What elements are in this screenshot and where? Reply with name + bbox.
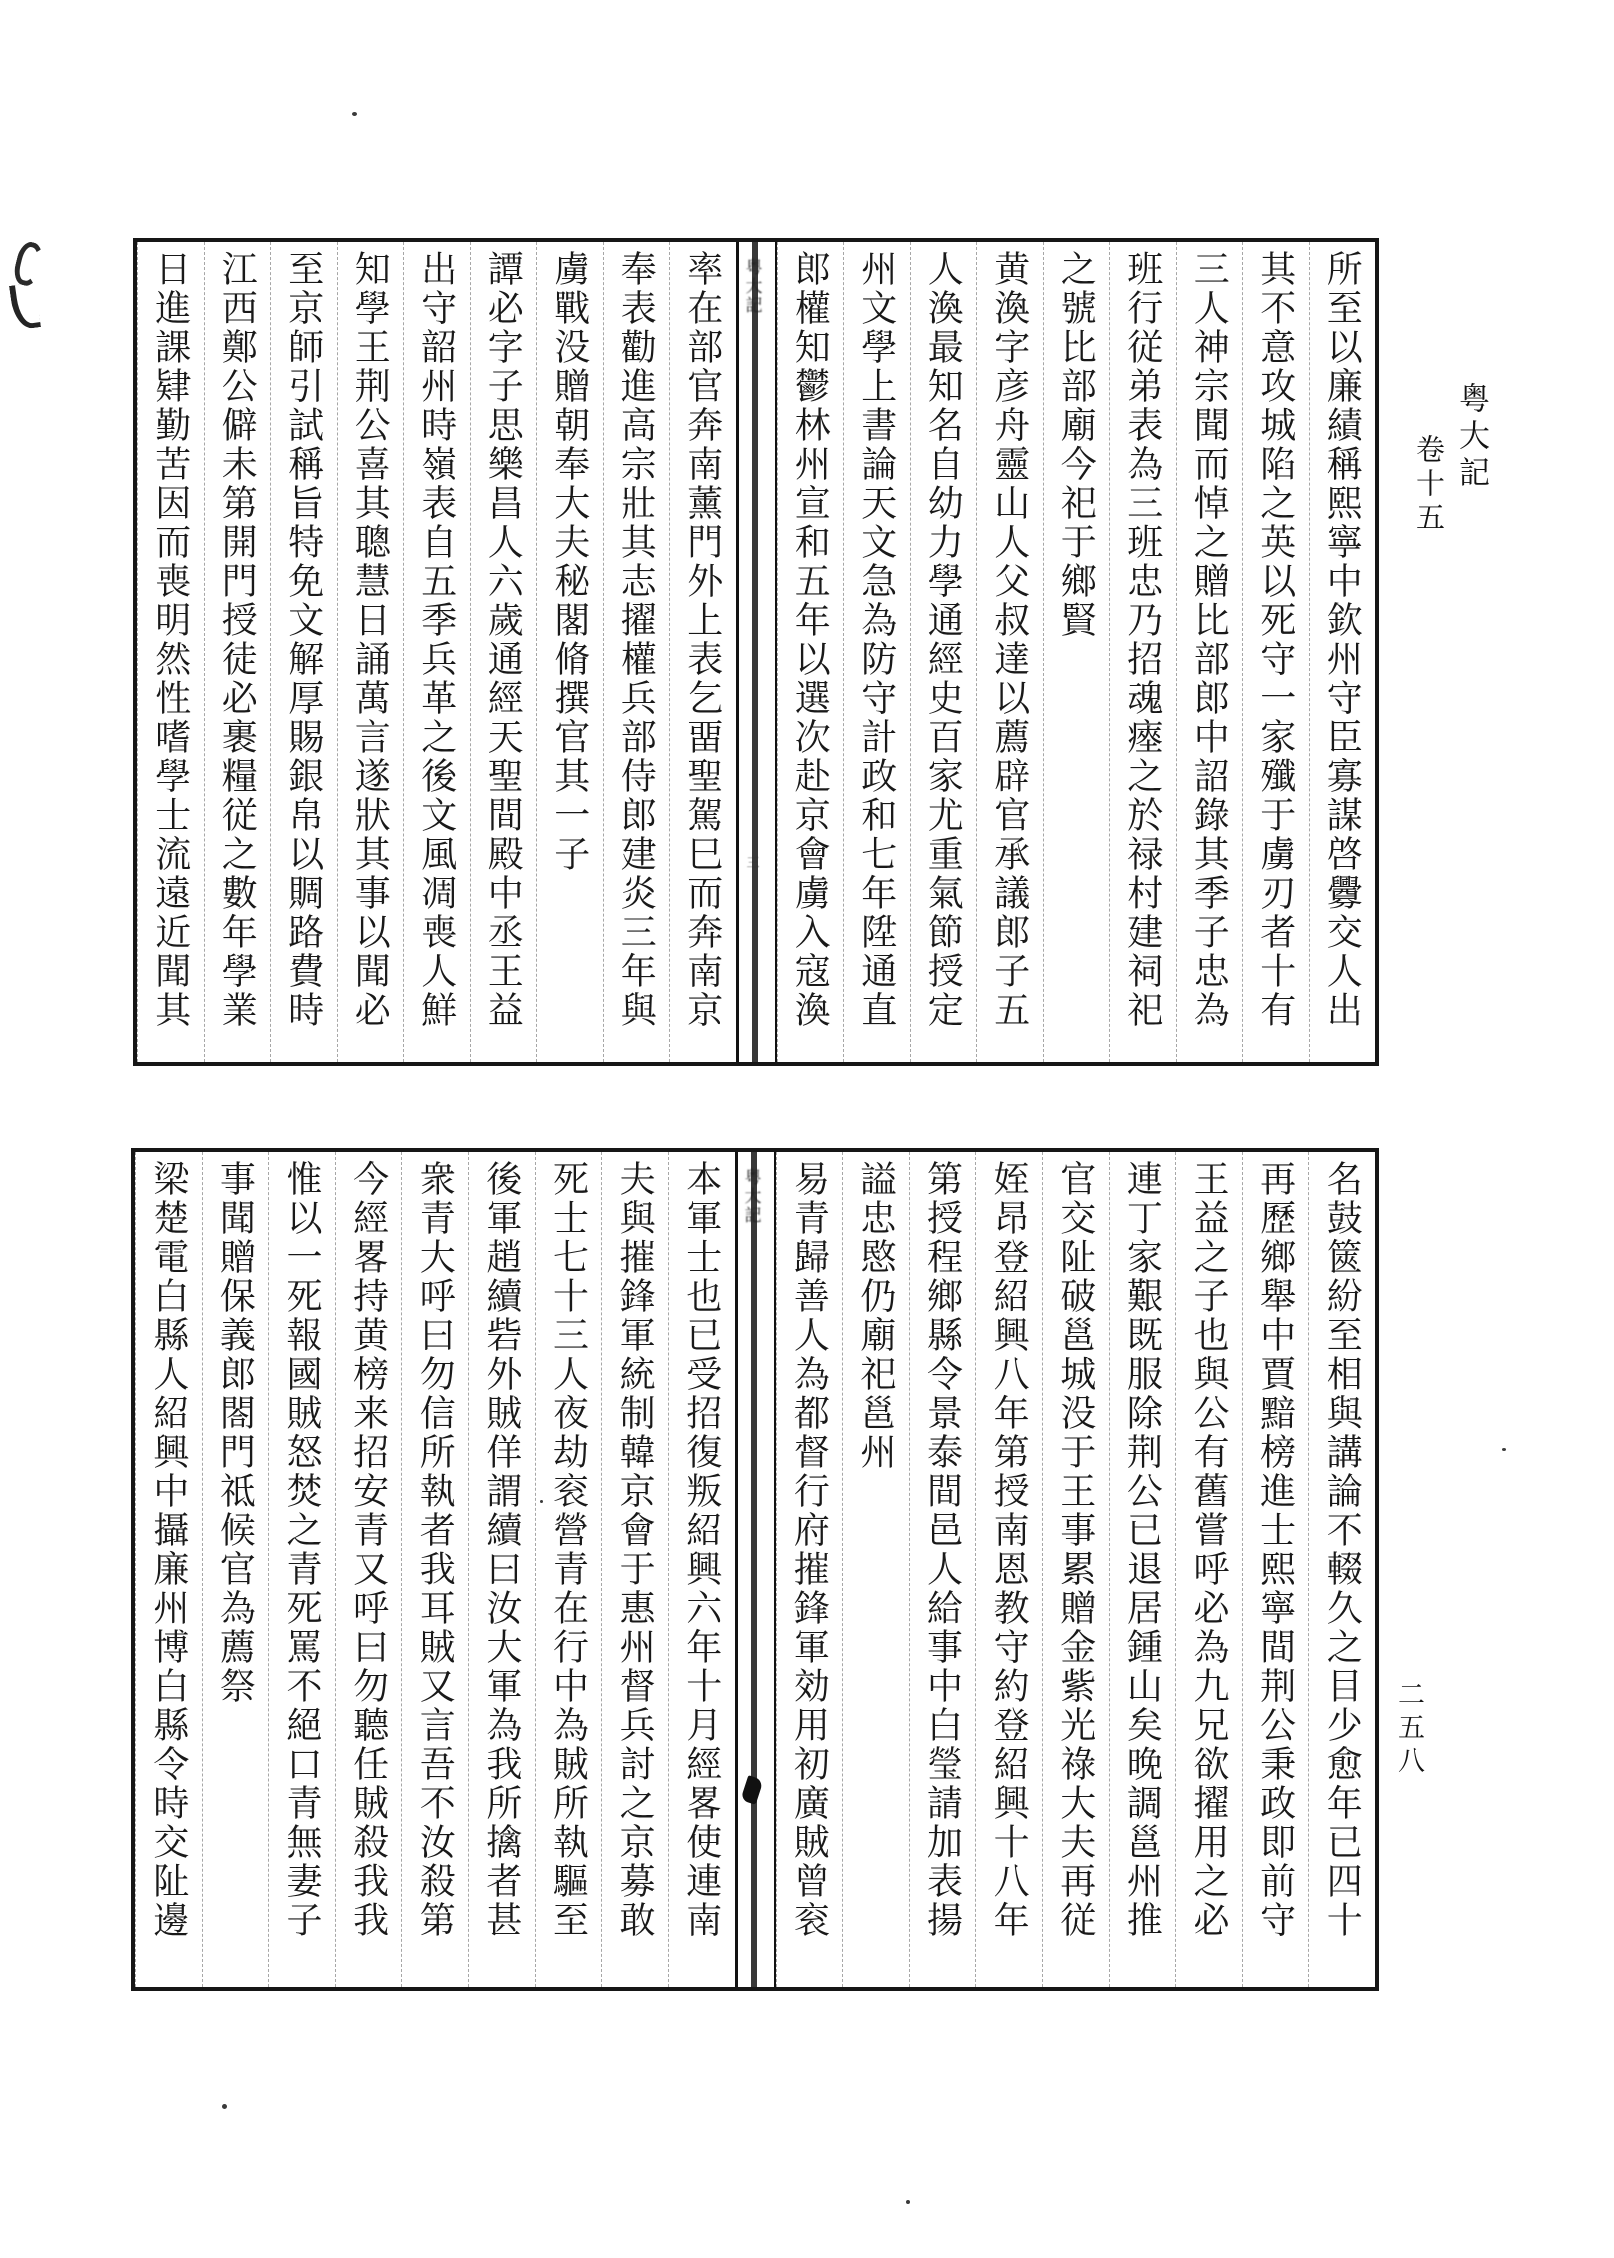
gutter-ink-blob (740, 1775, 763, 1805)
text-column (337, 242, 404, 1062)
upper-gutter-fold (736, 242, 777, 1062)
text-column (403, 242, 470, 1062)
ink-speck (540, 1500, 543, 1503)
column-text: 夫與摧鋒軍統制韓京會于惠州督兵討之京募敢 (615, 1160, 656, 1940)
column-text: 姪昂登紹興八年第授南恩教守約登紹興十八年 (989, 1160, 1030, 1940)
text-column (335, 1152, 402, 1987)
text-column (910, 242, 977, 1062)
gutter-title-label: 粤大記 (741, 1168, 761, 1225)
text-column (669, 242, 736, 1062)
column-text: 名鼓篋紛至相與講論不輟久之目少愈年已四十 (1322, 1160, 1363, 1940)
page-number: 二五八 (1394, 1680, 1424, 1779)
text-column (202, 1152, 269, 1987)
column-text: 知學王荆公喜其聰慧日誦萬言遂狀其事以聞必 (350, 250, 391, 1030)
text-column (1109, 1152, 1176, 1987)
text-column (842, 1152, 909, 1987)
text-column (1175, 1152, 1242, 1987)
ink-stroke (9, 282, 41, 330)
gutter-fold-line (752, 242, 758, 1062)
text-column (535, 1152, 602, 1987)
column-text: 易青歸善人為都督行府摧鋒軍効用初廣賊曾衮 (789, 1160, 830, 1940)
lower-right-half (776, 1152, 1376, 1987)
text-column (204, 242, 271, 1062)
text-column (976, 242, 1043, 1062)
column-text: 官交阯破邕城没于王事累贈金紫光祿大夫再従 (1055, 1160, 1096, 1940)
text-column (137, 242, 204, 1062)
column-text: 至京師引試稱旨特免文解厚賜銀帛以賙路費時 (283, 250, 324, 1030)
column-text: 事聞贈保義郎閤門祗候官為薦祭 (215, 1160, 256, 1706)
ink-speck (222, 2104, 227, 2109)
column-text: 日進課肄勤苦因而喪明然性嗜學士流遠近聞其 (150, 250, 191, 1030)
text-column (1042, 1152, 1109, 1987)
ink-speck (352, 112, 357, 116)
column-text: 所至以廉績稱熙寧中欽州守臣寡謀啓釁交人出 (1322, 250, 1363, 1030)
column-text: 人渙最知名自幼力學通經史百家尤重氣節授定 (923, 250, 964, 1030)
text-column (1308, 1152, 1375, 1987)
text-column (1176, 242, 1243, 1062)
column-text: 奉表勸進高宗壯其志擢權兵部侍郎建炎三年與 (616, 250, 657, 1030)
ink-speck (1502, 1448, 1506, 1451)
column-text: 其不意攻城陷之英以死守一家殲于虜刃者十有 (1255, 250, 1296, 1030)
ink-stroke (11, 240, 47, 289)
text-column (1109, 242, 1176, 1062)
text-column (601, 1152, 668, 1987)
column-text: 虜戰没贈朝奉大夫秘閣脩撰官其一子 (549, 250, 590, 874)
text-column (270, 242, 337, 1062)
column-text: 惟以一死報國賊怒焚之青死罵不絕口青無妻子 (282, 1160, 323, 1940)
column-text: 三人神宗聞而悼之贈比部郎中詔錄其季子忠為 (1189, 250, 1230, 1030)
lower-left-half (135, 1152, 735, 1987)
upper-left-half (137, 242, 736, 1062)
column-text: 衆青大呼曰勿信所執者我耳賊又言吾不汝殺第 (415, 1160, 456, 1940)
column-text: 再歷鄉舉中賈黯榜進士熙寧間荆公秉政即前守 (1255, 1160, 1296, 1940)
column-text: 郎權知鬱林州宣和五年以選次赴京會虜入寇渙 (790, 250, 831, 1030)
column-text: 譚必字子思樂昌人六歲通經天聖間殿中丞王益 (483, 250, 524, 1030)
text-column (268, 1152, 335, 1987)
column-text: 率在部官奔南薰門外上表乞畱聖駕巳而奔南京 (682, 250, 723, 1030)
text-column (777, 242, 844, 1062)
column-text: 江西鄭公僻未第開門授徒必裹糧従之數年學業 (217, 250, 258, 1030)
column-text: 班行従弟表為三班忠乃招魂瘞之於禄村建祠祀 (1122, 250, 1163, 1030)
column-text: 謚忠愍仍廟祀邕州 (855, 1160, 896, 1472)
column-text: 連丁家艱既服除荆公已退居鍾山矣晚調邕州推 (1122, 1160, 1163, 1940)
column-text: 州文學上書論天文急為防守計政和七年陞通直 (856, 250, 897, 1030)
lower-gutter-fold (735, 1152, 776, 1987)
text-column (1043, 242, 1110, 1062)
margin-ink-mark (6, 240, 42, 336)
column-text: 王益之子也與公有舊嘗呼必為九兄欲擢用之必 (1188, 1160, 1229, 1940)
text-column (909, 1152, 976, 1987)
column-text: 黄渙字彦舟靈山人父叔達以薦辟官承議郎子五 (989, 250, 1030, 1030)
column-text: 第授程鄉縣令景泰間邑人給事中白瑩請加表揚 (922, 1160, 963, 1940)
text-column (135, 1152, 202, 1987)
volume-label: 卷十五 (1412, 434, 1444, 536)
column-text: 今經畧持黄榜来招安青又呼曰勿聽任賊殺我我 (348, 1160, 389, 1940)
gutter-title-label: 粤大記 (742, 258, 762, 315)
text-column (536, 242, 603, 1062)
column-text: 之號比部廟今祀于鄉賢 (1056, 250, 1097, 640)
text-column (401, 1152, 468, 1987)
column-text: 死士七十三人夜劫衮營青在行中為賊所執驅至 (548, 1160, 589, 1940)
column-text: 後軍趙續砦外賊佯謂續曰汝大軍為我所擒者甚 (481, 1160, 522, 1940)
text-column (603, 242, 670, 1062)
column-text: 梁楚電白縣人紹興中攝廉州博白縣令時交阯邊 (148, 1160, 189, 1940)
column-text: 出守韶州時嶺表自五季兵革之後文風凋喪人鮮 (416, 250, 457, 1030)
text-column (843, 242, 910, 1062)
gutter-folio-mark: 三 (746, 855, 760, 870)
ink-speck (906, 2200, 910, 2204)
text-column (776, 1152, 843, 1987)
text-column (1242, 1152, 1309, 1987)
text-column (470, 242, 537, 1062)
text-column (975, 1152, 1042, 1987)
lower-text-frame (131, 1148, 1379, 1991)
book-title: 粤大記 (1454, 382, 1489, 493)
margin-running-title (1408, 382, 1494, 536)
text-column (1309, 242, 1376, 1062)
upper-text-frame (133, 238, 1379, 1066)
text-column (468, 1152, 535, 1987)
upper-right-half (777, 242, 1376, 1062)
gutter-fold-line (751, 1152, 757, 1987)
text-column (668, 1152, 735, 1987)
column-text: 本軍士也已受招復叛紹興六年十月經畧使連南 (681, 1160, 722, 1940)
text-column (1242, 242, 1309, 1062)
